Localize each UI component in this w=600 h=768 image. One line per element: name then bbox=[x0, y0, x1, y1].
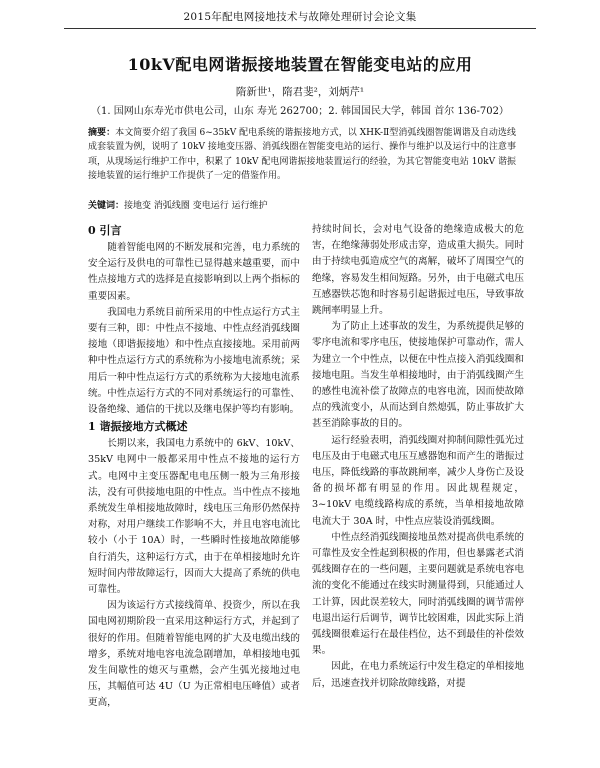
section-heading: 1 谐振接地方式概述 bbox=[88, 420, 188, 434]
section-heading: 0 引言 bbox=[88, 224, 122, 237]
keywords-label: 关键词： bbox=[88, 201, 125, 211]
body-paragraph: 随着智能电网的不断发展和完善，电力系统的安全运行及供电的可靠性已显得越来越重要，而中性点接地方式的选择是直接影响到以上两个指标的重要因素。 bbox=[88, 242, 300, 302]
body-column-left bbox=[88, 222, 300, 762]
body-paragraph-continued: 持续时间长，会对电气设备的绝缘造成极大的危害，在绝缘薄弱处形成击穿，造成重大损失。同时由于持续电弧造成空气的离解，破坏了周围空气的绝缘，容易发生相间短路。另外，由于电磁式电压互感器铁芯饱和时容易引起谐振过电压，导致事故跳闸率明显上升。 bbox=[312, 224, 524, 317]
body-paragraph: 因为该运行方式接线简单、投资少，所以在我国电网初期阶段一直采用这种运行方式，并起到了很好的作用。但随着智能电网的扩大及电缆出线的增多，系统对地电容电流急剧增加，单相接地电弧发生间歇性的熄灭与重燃，会产生弧光接地过电压，其幅值可达 4U（U 为正常相电压峰值）或者更高， bbox=[88, 600, 300, 709]
body-paragraph: 为了防止上述事故的发生，为系统提供足够的零序电流和零序电压，使接地保护可靠动作，需人为建立一个中性点，以便在中性点接入消弧线圈和接地电阻。当发生单相接地时，由于消弧线圈产生的感性电流补偿了故障点的电容电流，因而使故障点的残流变小，从而达到自然熄弧，防止事故扩大甚至消除事故的目的。 bbox=[312, 321, 524, 430]
body-paragraph: 长期以来，我国电力系统中的 6kV、10kV、35kV 电网中一般都采用中性点不接地的运行方式。电网中主变压器配电电压侧一般为三角形接法，没有可供接地电阻的中性点。当中性点不接地系统发生单相接地故障时，线电压三角形仍然保持对称，对用户继续工作影响不大，并且电容电流比较小（小于 10A）时，一些瞬时性接地故障能够自行消失，这种运行方式，由于在单相接地时允许短时间内带故障运行，因而大大提高了系统的供电可靠性。 bbox=[88, 438, 300, 596]
abstract-text: 本文简要介绍了我国 6~35kV 配电系统的谐振接地方式，以 XHK-Ⅱ型消弧线圈智能调谐及自动选线成套装置为例，说明了 10kV 接地变压器、消弧线圈在智能变电站的运行、操作与维护以及运行中的注意事项，从现场运行维护工作中，积累了 10kV 配电网谐振接地装置运行的经验，为其它智能变电站 10kV 谐振接地装置的运行维护工作提供了一定的借鉴作用。 bbox=[88, 128, 516, 182]
body-paragraph: 我国电力系统目前所采用的中性点运行方式主要有三种，即：中性点不接地、中性点经消弧线圈接地（即谐振接地）和中性点直接接地。采用前两种中性点运行方式的系统称为小接地电流系统；采用后一种中性点运行方式的系统称为大接地电流系统。中性点运行方式的不同对系统运行的可靠性、设备绝缘、通信的干扰以及继电保护等均有影响。 bbox=[88, 306, 300, 416]
paper-affiliations: （1. 国网山东寿光市供电公司，山东 寿光 262700；2. 韩国国民大学，韩国 首尔 136-702） bbox=[91, 106, 509, 117]
body-paragraph: 因此，在电力系统运行中发生稳定的单相接地后，迅速查找并切除故障线路，对提 bbox=[312, 661, 524, 689]
paper-authors: 隋新世¹，隋君斐²，刘炳芹¹ bbox=[235, 86, 365, 98]
keywords bbox=[88, 199, 516, 213]
keywords-text: 接地变 消弧线圈 变电运行 运行维护 bbox=[124, 201, 268, 211]
abstract-label: 摘要： bbox=[88, 128, 116, 138]
body-paragraph: 运行经验表明，消弧线圈对抑制间隙性弧光过电压及由于电磁式电压互感器饱和而产生的谐振过电压，降低线路的事故跳闸率，减少人身伤亡及设备的损坏都有明显的作用。因此规程规定，3~10kV 电缆线路构成的系统，当单相接地故障电流大于 30A 时，中性点应装设消弧线圈。 bbox=[312, 434, 524, 527]
abstract bbox=[88, 126, 516, 184]
body-column-right bbox=[312, 222, 524, 762]
paper-title: 10kV配电网谐振接地装置在智能变电站的应用 bbox=[127, 55, 473, 74]
body-paragraph: 中性点经消弧线圈接地虽然对提高供电系统的可靠性及安全性起到积极的作用，但也暴露老式消弧线圈存在的一些问题，主要问题就是系统电容电流的变化不能通过在线实时测量得到，只能通过人工计算，因此误差较大，同时消弧线圈的调节需停电退出运行后调节，调节比较困难，因此实际上消弧线圈很难运行在最佳档位，达不到最佳的补偿效果。 bbox=[312, 531, 524, 657]
running-head: 2015年配电网接地技术与故障处理研讨会论文集 bbox=[183, 11, 417, 23]
header-rule bbox=[64, 28, 536, 29]
